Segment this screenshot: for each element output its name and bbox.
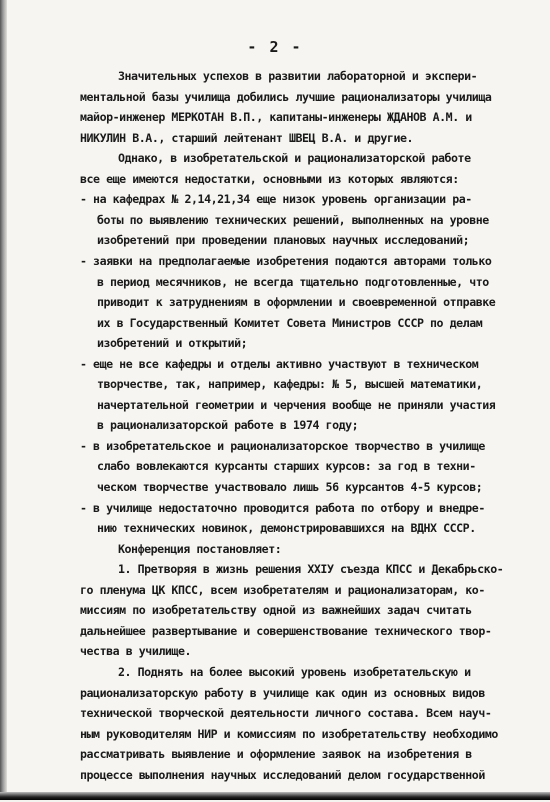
text-line: 1. Претворяя в жизнь решения XXIУ съезда КПСС и Декабрьско-: [118, 562, 504, 576]
text-line: боты по выявлению технических решений, выполненных на уровне: [97, 213, 489, 227]
text-line: нию технических новинок, демонстрировавшихся на ВДНХ СССР.: [97, 521, 476, 535]
text-line: - на кафедрах № 2,14,21,34 еще низок уровень организации ра-: [80, 192, 472, 206]
text-line: ным руководителям НИР и комиссиям по изобретательству необходимо: [80, 727, 498, 741]
text-line: 2. Поднять на более высокий уровень изобретательскую и: [118, 665, 471, 679]
text-line: в период месячников, не всегда тщательно подготовленные, что: [97, 275, 489, 289]
text-line: Однако, в изобретательской и рационализаторской работе: [118, 151, 471, 165]
text-line: в рационализаторской работе в 1974 году;: [97, 418, 359, 432]
text-line: НИКУЛИН В.А., старший лейтенант ШВЕЦ В.А. и другие.: [80, 131, 414, 145]
text-line: рационализаторскую работу в училище как один из основных видов: [80, 686, 485, 700]
text-line: рассматривать выявление и оформление заявок на изобретения в: [80, 747, 472, 761]
text-line: ческом творчестве участвовало лишь 56 курсантов 4-5 курсов;: [97, 480, 483, 494]
text-line: ментальной базы училища добились лучшие рационализаторы училища: [80, 90, 492, 104]
page-number: - 2 -: [247, 38, 303, 56]
text-line: слабо вовлекаются курсанты старших курсов: за год в техни-: [97, 459, 476, 473]
text-line: - еще не все кафедры и отделы активно участвуют в техническом: [80, 357, 479, 371]
text-line: процессе выполнения научных исследований делом государственной: [80, 768, 485, 782]
text-line: - в изобретательское и рационализаторское творчество в училище: [80, 439, 485, 453]
text-line: технической творческой деятельности личного состава. Всем науч-: [80, 706, 492, 720]
text-line: миссиям по изобретательству одной из важнейших задач считать: [80, 603, 472, 617]
text-line: творчестве, так, например, кафедры: № 5, высшей математики,: [97, 377, 483, 391]
text-line: их в Государственный Комитет Совета Министров СССР по делам: [97, 316, 483, 330]
text-line: майор-инженер МЕРКОТАН В.П., капитаны-инженеры ЖДАНОВ А.М. и: [80, 110, 472, 124]
page-bottom-edge-shadow: [0, 792, 550, 800]
text-line: все еще имеются недостатки, основными из которых являются:: [80, 172, 459, 186]
text-line: дальнейшее развертывание и совершенствование технического твор-: [80, 624, 492, 638]
text-line: изобретений и открытий;: [97, 336, 248, 350]
text-line: приводит к затруднениям в оформлении и своевременной отправке: [97, 295, 496, 309]
text-line: - в училище недостаточно проводится работа по отбору и внедре-: [80, 501, 485, 515]
text-line: го пленума ЦК КПСС, всем изобретателям и рационализаторам, ко-: [80, 583, 485, 597]
text-line: чества в училище.: [80, 644, 192, 658]
text-line: начертательной геометрии и черчения вообще не приняли участия: [97, 398, 496, 412]
text-line: Значительных успехов в развитии лабораторной и экспери-: [118, 69, 478, 83]
text-line: Конференция постановляет:: [118, 542, 282, 556]
text-line: - заявки на предполагаемые изобретения подаются авторами только: [80, 254, 492, 268]
text-line: изобретений при проведении плановых научных исследований;: [97, 233, 470, 247]
